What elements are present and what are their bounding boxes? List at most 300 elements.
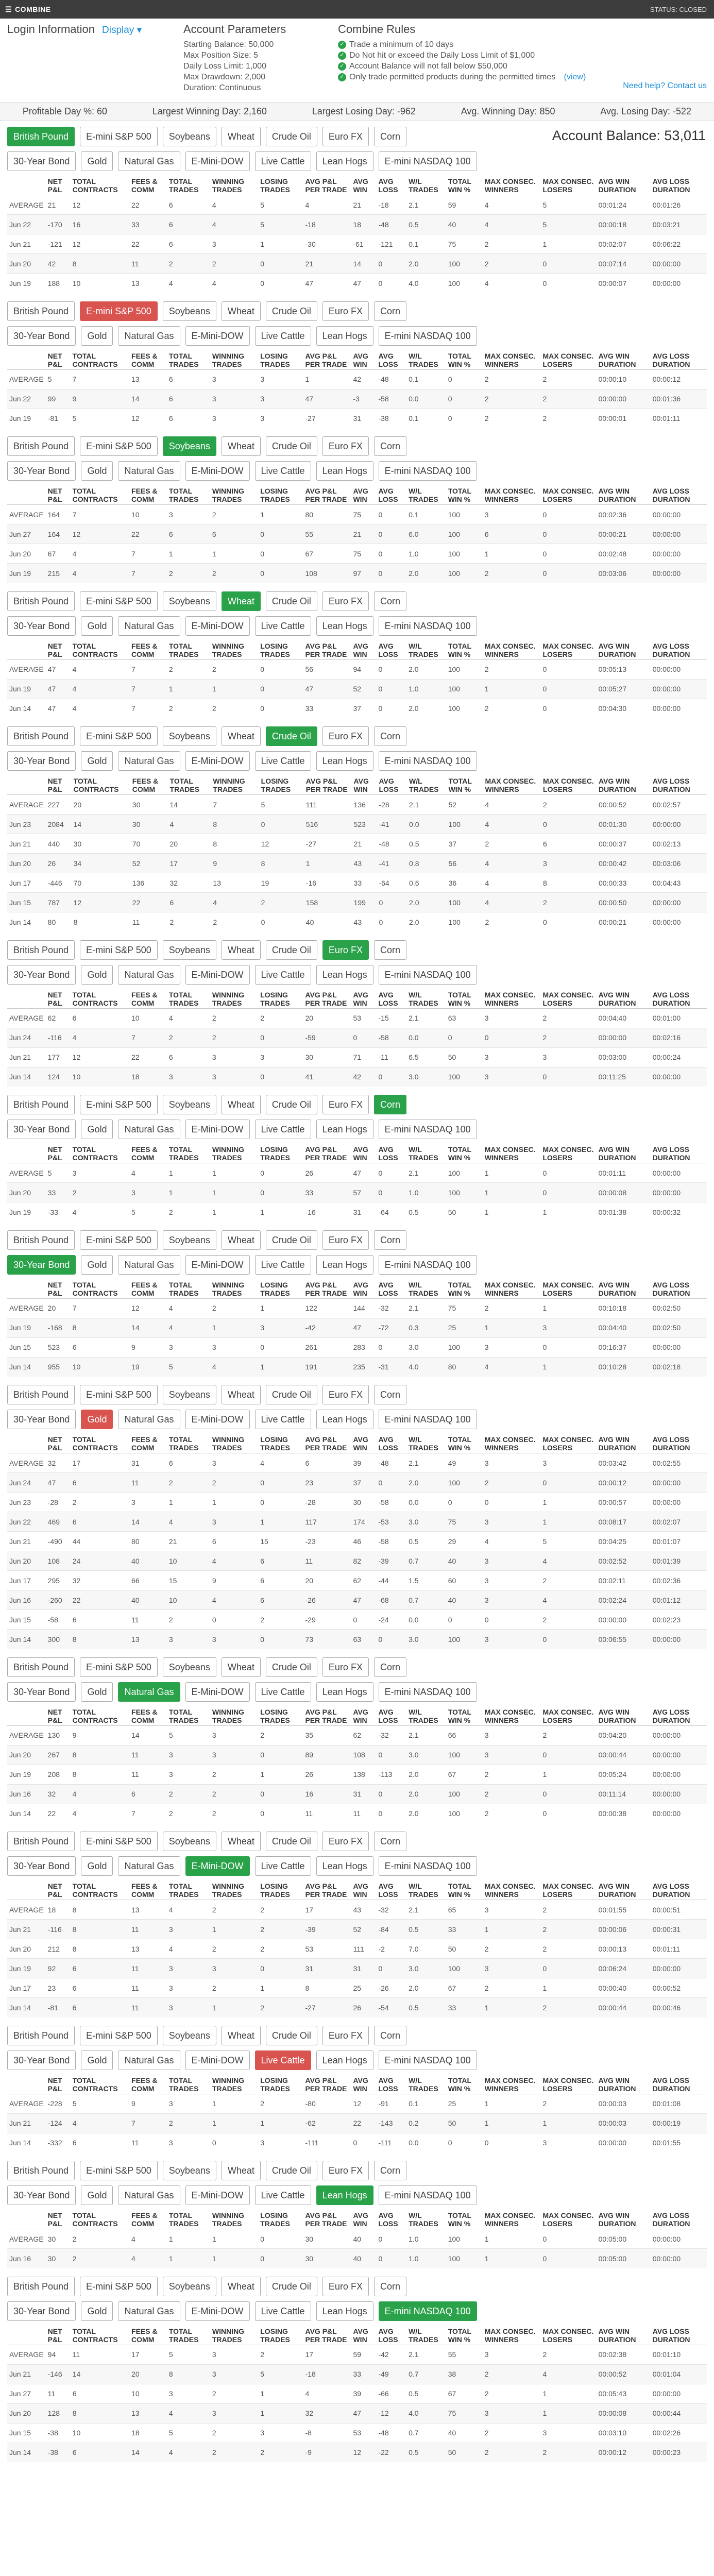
tab-gold[interactable]: Gold [81, 2050, 113, 2070]
tab-e-mini-nasdaq-100[interactable]: E-mini NASDAQ 100 [379, 1682, 477, 1702]
tab-wheat[interactable]: Wheat [222, 940, 261, 960]
tab-e-mini-dow[interactable]: E-Mini-DOW [185, 151, 250, 171]
tab-soybeans[interactable]: Soybeans [163, 940, 216, 960]
tab-30-year-bond[interactable]: 30-Year Bond [7, 1255, 76, 1275]
tab-e-mini-s-p-500[interactable]: E-mini S&P 500 [80, 2161, 158, 2180]
tab-corn[interactable]: Corn [374, 436, 406, 456]
table-row [7, 1765, 707, 1784]
tab-30-year-bond[interactable]: 30-Year Bond [7, 616, 76, 636]
tab-e-mini-s-p-500[interactable]: E-mini S&P 500 [80, 2026, 158, 2045]
table-cell: 26 [46, 854, 72, 873]
table-cell: 40 [129, 1590, 167, 1610]
stats-table [7, 1144, 707, 1222]
tab-british-pound[interactable]: British Pound [7, 2026, 75, 2045]
table-cell: 6 [71, 2133, 129, 2153]
tab-gold[interactable]: Gold [81, 326, 113, 346]
tab-live-cattle[interactable]: Live Cattle [255, 616, 311, 636]
tab-gold[interactable]: Gold [81, 751, 113, 771]
table-cell: 3 [258, 1047, 303, 1067]
tab-lean-hogs[interactable]: Lean Hogs [316, 616, 373, 636]
tab-soybeans[interactable]: Soybeans [163, 1832, 216, 1851]
tab-crude-oil[interactable]: Crude Oil [266, 1230, 317, 1250]
tab-natural-gas[interactable]: Natural Gas [118, 151, 180, 171]
tab-gold[interactable]: Gold [81, 2185, 113, 2205]
column-header: WINNING TRADES [211, 776, 259, 795]
table-cell: 2.0 [407, 912, 447, 932]
tab-soybeans[interactable]: Soybeans [163, 2161, 216, 2180]
tab-gold[interactable]: Gold [81, 1255, 113, 1275]
tab-british-pound[interactable]: British Pound [7, 591, 75, 611]
tab-live-cattle[interactable]: Live Cattle [255, 151, 311, 171]
tab-e-mini-dow[interactable]: E-Mini-DOW [185, 2050, 250, 2070]
tab-e-mini-dow[interactable]: E-Mini-DOW [185, 1410, 250, 1429]
tab-lean-hogs[interactable]: Lean Hogs [316, 326, 373, 346]
tab-lean-hogs[interactable]: Lean Hogs [316, 2185, 373, 2205]
tab-live-cattle[interactable]: Live Cattle [255, 1856, 311, 1876]
table-cell: 0 [258, 1473, 303, 1493]
table-cell: 0 [376, 1183, 406, 1202]
tab-euro-fx[interactable]: Euro FX [322, 2277, 369, 2296]
tab-30-year-bond[interactable]: 30-Year Bond [7, 965, 76, 985]
table-cell: 3 [210, 1959, 258, 1978]
table-cell: 6 [71, 1337, 129, 1357]
table-cell: 6 [167, 1047, 210, 1067]
tab-live-cattle[interactable]: Live Cattle [255, 326, 311, 346]
tab-wheat[interactable]: Wheat [222, 436, 261, 456]
tab-gold[interactable]: Gold [81, 1410, 113, 1429]
table-cell: -38 [46, 2443, 71, 2462]
table-cell: 4 [540, 2364, 596, 2384]
tab-live-cattle[interactable]: Live Cattle [255, 1410, 311, 1429]
tab-live-cattle[interactable]: Live Cattle [255, 461, 311, 481]
tab-crude-oil[interactable]: Crude Oil [266, 726, 317, 746]
column-header: TOTAL TRADES [167, 2075, 210, 2094]
tab-euro-fx[interactable]: Euro FX [322, 726, 369, 746]
table-cell: 1 [258, 1978, 303, 1998]
table-row [7, 1047, 707, 1067]
table-cell: 3 [483, 505, 541, 524]
tab-corn[interactable]: Corn [374, 2026, 406, 2045]
table-cell: 00:00:00 [651, 524, 707, 544]
tab-30-year-bond[interactable]: 30-Year Bond [7, 2301, 76, 2321]
table-cell: 25 [351, 1978, 376, 1998]
product-tabs [7, 2158, 707, 2207]
tab-crude-oil[interactable]: Crude Oil [266, 127, 317, 146]
tab-euro-fx[interactable]: Euro FX [322, 2161, 369, 2180]
tab-e-mini-dow[interactable]: E-Mini-DOW [185, 2301, 250, 2321]
table-cell: 31 [351, 1202, 376, 1222]
tab-e-mini-dow[interactable]: E-Mini-DOW [185, 616, 250, 636]
tab-e-mini-nasdaq-100[interactable]: E-mini NASDAQ 100 [379, 151, 477, 171]
view-link[interactable]: (view) [564, 73, 586, 81]
tab-corn[interactable]: Corn [374, 1385, 406, 1404]
tab-gold[interactable]: Gold [81, 2301, 113, 2321]
tab-euro-fx[interactable]: Euro FX [322, 940, 369, 960]
tab-e-mini-s-p-500[interactable]: E-mini S&P 500 [80, 1095, 158, 1114]
tab-crude-oil[interactable]: Crude Oil [266, 1095, 317, 1114]
table-cell: 40 [351, 2229, 376, 2249]
table-cell: 11 [129, 1610, 167, 1630]
tab-e-mini-dow[interactable]: E-Mini-DOW [185, 751, 250, 771]
tab-british-pound[interactable]: British Pound [7, 940, 75, 960]
column-header: AVG P&L PER TRADE [303, 2075, 351, 2094]
tab-corn[interactable]: Corn [374, 301, 406, 321]
table-cell: 10 [71, 2423, 129, 2443]
column-header: AVG LOSS DURATION [651, 1280, 707, 1299]
table-cell: AVERAGE [7, 195, 46, 215]
table-cell: 00:11:25 [597, 1067, 651, 1087]
tab-e-mini-s-p-500[interactable]: E-mini S&P 500 [80, 2277, 158, 2296]
tab-30-year-bond[interactable]: 30-Year Bond [7, 151, 76, 171]
tab-corn[interactable]: Corn [374, 1832, 406, 1851]
tab-natural-gas[interactable]: Natural Gas [118, 1410, 180, 1429]
table-cell: 00:00:03 [597, 2113, 651, 2133]
product-section [7, 1828, 707, 2018]
tab-e-mini-nasdaq-100[interactable]: E-mini NASDAQ 100 [379, 1255, 477, 1275]
tab-lean-hogs[interactable]: Lean Hogs [316, 1410, 373, 1429]
tab-gold[interactable]: Gold [81, 616, 113, 636]
table-cell: 4 [71, 1804, 129, 1823]
tab-e-mini-s-p-500[interactable]: E-mini S&P 500 [80, 301, 158, 321]
table-cell: 1 [483, 2229, 541, 2249]
tab-e-mini-s-p-500[interactable]: E-mini S&P 500 [80, 1832, 158, 1851]
tab-30-year-bond[interactable]: 30-Year Bond [7, 1856, 76, 1876]
tab-crude-oil[interactable]: Crude Oil [266, 1832, 317, 1851]
menu-icon[interactable]: ☰ [5, 5, 12, 13]
tab-natural-gas[interactable]: Natural Gas [118, 2050, 180, 2070]
table-cell: 00:01:38 [597, 1202, 651, 1222]
tab-wheat[interactable]: Wheat [222, 301, 261, 321]
tab-natural-gas[interactable]: Natural Gas [118, 2301, 180, 2321]
tab-e-mini-nasdaq-100[interactable]: E-mini NASDAQ 100 [379, 2185, 477, 2205]
tab-soybeans[interactable]: Soybeans [163, 2026, 216, 2045]
tab-30-year-bond[interactable]: 30-Year Bond [7, 2185, 76, 2205]
tab-british-pound[interactable]: British Pound [7, 2277, 75, 2296]
tab-wheat[interactable]: Wheat [222, 127, 261, 146]
tab-euro-fx[interactable]: Euro FX [322, 1657, 369, 1677]
display-dropdown[interactable]: Display ▾ [102, 25, 142, 36]
tab-e-mini-nasdaq-100[interactable]: E-mini NASDAQ 100 [379, 1856, 477, 1876]
table-cell: 100 [446, 564, 483, 583]
tab-natural-gas[interactable]: Natural Gas [118, 1856, 180, 1876]
tab-soybeans[interactable]: Soybeans [163, 436, 216, 456]
tab-e-mini-dow[interactable]: E-Mini-DOW [185, 326, 250, 346]
tab-crude-oil[interactable]: Crude Oil [266, 1657, 317, 1677]
tab-natural-gas[interactable]: Natural Gas [118, 461, 180, 481]
table-cell: 2 [483, 2364, 541, 2384]
tab-soybeans[interactable]: Soybeans [163, 1385, 216, 1404]
tab-live-cattle[interactable]: Live Cattle [255, 1120, 311, 1139]
table-cell: 00:00:44 [651, 2403, 707, 2423]
tab-e-mini-nasdaq-100[interactable]: E-mini NASDAQ 100 [379, 1410, 477, 1429]
tab-e-mini-nasdaq-100[interactable]: E-mini NASDAQ 100 [379, 751, 477, 771]
tab-corn[interactable]: Corn [374, 1657, 406, 1677]
tab-british-pound[interactable]: British Pound [7, 436, 75, 456]
tab-e-mini-dow[interactable]: E-Mini-DOW [185, 1255, 250, 1275]
tab-natural-gas[interactable]: Natural Gas [118, 1682, 180, 1702]
tab-live-cattle[interactable]: Live Cattle [255, 2185, 311, 2205]
tab-e-mini-s-p-500[interactable]: E-mini S&P 500 [80, 1230, 158, 1250]
tab-euro-fx[interactable]: Euro FX [322, 436, 369, 456]
table-cell: 34 [72, 854, 130, 873]
table-cell: 50 [446, 1939, 483, 1959]
table-cell: 128 [46, 2403, 71, 2423]
table-cell: 2 [258, 1610, 303, 1630]
tab-live-cattle[interactable]: Live Cattle [255, 2050, 311, 2070]
tab-e-mini-nasdaq-100[interactable]: E-mini NASDAQ 100 [379, 965, 477, 985]
tab-corn[interactable]: Corn [374, 127, 406, 146]
table-cell: 267 [46, 1745, 71, 1765]
table-cell: Jun 20 [7, 1745, 46, 1765]
tab-corn[interactable]: Corn [374, 591, 406, 611]
tab-euro-fx[interactable]: Euro FX [322, 591, 369, 611]
tab-wheat[interactable]: Wheat [222, 1657, 261, 1677]
tab-e-mini-dow[interactable]: E-Mini-DOW [185, 965, 250, 985]
table-cell: 40 [351, 2249, 376, 2268]
tab-30-year-bond[interactable]: 30-Year Bond [7, 2050, 76, 2070]
tab-row [7, 748, 707, 773]
tab-gold[interactable]: Gold [81, 461, 113, 481]
tab-lean-hogs[interactable]: Lean Hogs [316, 2050, 373, 2070]
tab-lean-hogs[interactable]: Lean Hogs [316, 461, 373, 481]
tab-wheat[interactable]: Wheat [222, 1832, 261, 1851]
tab-british-pound[interactable]: British Pound [7, 1385, 75, 1404]
tab-e-mini-dow[interactable]: E-Mini-DOW [185, 1120, 250, 1139]
tab-30-year-bond[interactable]: 30-Year Bond [7, 326, 76, 346]
table-cell: 2 [167, 699, 210, 718]
table-cell: 59 [351, 2345, 376, 2364]
tab-e-mini-nasdaq-100[interactable]: E-mini NASDAQ 100 [379, 1120, 477, 1139]
tab-30-year-bond[interactable]: 30-Year Bond [7, 1682, 76, 1702]
tab-wheat[interactable]: Wheat [222, 1385, 261, 1404]
tab-crude-oil[interactable]: Crude Oil [266, 591, 317, 611]
tab-e-mini-nasdaq-100[interactable]: E-mini NASDAQ 100 [379, 326, 477, 346]
table-cell: 6 [71, 1610, 129, 1630]
table-cell: 4 [210, 1357, 258, 1377]
tab-soybeans[interactable]: Soybeans [163, 591, 216, 611]
tab-crude-oil[interactable]: Crude Oil [266, 1385, 317, 1404]
tab-natural-gas[interactable]: Natural Gas [118, 965, 180, 985]
tab-soybeans[interactable]: Soybeans [163, 1095, 216, 1114]
tab-row [7, 613, 707, 638]
table-cell: 53 [303, 1939, 351, 1959]
tab-e-mini-dow[interactable]: E-Mini-DOW [185, 1856, 250, 1876]
tab-wheat[interactable]: Wheat [222, 2161, 261, 2180]
tab-british-pound[interactable]: British Pound [7, 1832, 75, 1851]
table-cell: 3.0 [406, 1630, 446, 1649]
tab-natural-gas[interactable]: Natural Gas [118, 1255, 180, 1275]
table-cell: 00:00:10 [597, 369, 651, 389]
tab-corn[interactable]: Corn [374, 726, 406, 746]
tab-live-cattle[interactable]: Live Cattle [255, 2301, 311, 2321]
tab-british-pound[interactable]: British Pound [7, 2161, 75, 2180]
tab-soybeans[interactable]: Soybeans [163, 726, 216, 746]
table-cell: Jun 14 [7, 1804, 46, 1823]
tab-30-year-bond[interactable]: 30-Year Bond [7, 751, 76, 771]
tab-natural-gas[interactable]: Natural Gas [118, 616, 180, 636]
tab-british-pound[interactable]: British Pound [7, 301, 75, 321]
tab-crude-oil[interactable]: Crude Oil [266, 301, 317, 321]
tab-wheat[interactable]: Wheat [222, 1095, 261, 1114]
tab-lean-hogs[interactable]: Lean Hogs [316, 1856, 373, 1876]
tab-30-year-bond[interactable]: 30-Year Bond [7, 461, 76, 481]
tab-e-mini-s-p-500[interactable]: E-mini S&P 500 [80, 1657, 158, 1677]
tab-e-mini-nasdaq-100[interactable]: E-mini NASDAQ 100 [379, 2050, 477, 2070]
tab-wheat[interactable]: Wheat [222, 1230, 261, 1250]
column-header: AVG P&L PER TRADE [303, 1707, 351, 1726]
tab-euro-fx[interactable]: Euro FX [322, 1230, 369, 1250]
tab-e-mini-s-p-500[interactable]: E-mini S&P 500 [80, 1385, 158, 1404]
average-row [7, 2094, 707, 2113]
tab-lean-hogs[interactable]: Lean Hogs [316, 1255, 373, 1275]
tab-wheat[interactable]: Wheat [222, 2277, 261, 2296]
column-header: FEES & COMM [129, 1280, 167, 1299]
tab-natural-gas[interactable]: Natural Gas [118, 751, 180, 771]
table-cell: 1 [210, 2229, 258, 2249]
tab-crude-oil[interactable]: Crude Oil [266, 940, 317, 960]
tab-natural-gas[interactable]: Natural Gas [118, 2185, 180, 2205]
tab-crude-oil[interactable]: Crude Oil [266, 2161, 317, 2180]
tab-corn[interactable]: Corn [374, 2277, 406, 2296]
tab-lean-hogs[interactable]: Lean Hogs [316, 2301, 373, 2321]
tab-e-mini-dow[interactable]: E-Mini-DOW [185, 461, 250, 481]
table-cell: 2.0 [406, 1784, 446, 1804]
tab-soybeans[interactable]: Soybeans [163, 301, 216, 321]
tab-euro-fx[interactable]: Euro FX [322, 1385, 369, 1404]
tab-gold[interactable]: Gold [81, 1120, 113, 1139]
tab-soybeans[interactable]: Soybeans [163, 2277, 216, 2296]
tab-crude-oil[interactable]: Crude Oil [266, 2026, 317, 2045]
table-cell: 0 [540, 505, 596, 524]
tab-lean-hogs[interactable]: Lean Hogs [316, 1120, 373, 1139]
table-cell: 14 [168, 795, 211, 815]
table-cell: AVERAGE [7, 659, 46, 679]
tab-row [7, 2182, 707, 2207]
table-row [7, 1630, 707, 1649]
tab-crude-oil[interactable]: Crude Oil [266, 2277, 317, 2296]
rules-title: Combine Rules [338, 23, 416, 36]
column-header: MAX CONSEC. WINNERS [483, 2075, 541, 2094]
tab-wheat[interactable]: Wheat [222, 726, 261, 746]
tab-gold[interactable]: Gold [81, 1682, 113, 1702]
tab-british-pound[interactable]: British Pound [7, 726, 75, 746]
tab-corn[interactable]: Corn [374, 1230, 406, 1250]
tab-lean-hogs[interactable]: Lean Hogs [316, 1682, 373, 1702]
average-row [7, 1725, 707, 1745]
tab-lean-hogs[interactable]: Lean Hogs [316, 151, 373, 171]
tab-wheat[interactable]: Wheat [222, 591, 261, 611]
table-cell: 2 [483, 1765, 541, 1784]
table-cell: Jun 21 [7, 2113, 46, 2133]
product-section [7, 1227, 707, 1377]
tab-euro-fx[interactable]: Euro FX [322, 301, 369, 321]
tab-euro-fx[interactable]: Euro FX [322, 2026, 369, 2045]
largest-losing-day-stat: Largest Losing Day: -962 [312, 106, 416, 116]
tab-e-mini-nasdaq-100[interactable]: E-mini NASDAQ 100 [379, 2301, 477, 2321]
column-header: AVG WIN [352, 776, 377, 795]
tab-e-mini-nasdaq-100[interactable]: E-mini NASDAQ 100 [379, 616, 477, 636]
contact-link[interactable]: Contact us [667, 81, 707, 90]
table-cell: 00:00:00 [651, 544, 707, 564]
table-cell: 14 [129, 2443, 167, 2462]
tab-gold[interactable]: Gold [81, 965, 113, 985]
tab-soybeans[interactable]: Soybeans [163, 127, 216, 146]
tab-natural-gas[interactable]: Natural Gas [118, 326, 180, 346]
tab-soybeans[interactable]: Soybeans [163, 1230, 216, 1250]
table-cell: 2.0 [406, 564, 446, 583]
tab-live-cattle[interactable]: Live Cattle [255, 751, 311, 771]
tab-live-cattle[interactable]: Live Cattle [255, 1682, 311, 1702]
tab-euro-fx[interactable]: Euro FX [322, 127, 369, 146]
tab-crude-oil[interactable]: Crude Oil [266, 436, 317, 456]
tab-e-mini-s-p-500[interactable]: E-mini S&P 500 [80, 436, 158, 456]
tab-british-pound[interactable]: British Pound [7, 1095, 75, 1114]
table-cell: 1 [210, 679, 258, 699]
tab-corn[interactable]: Corn [374, 1095, 406, 1114]
tab-wheat[interactable]: Wheat [222, 2026, 261, 2045]
column-header: AVG LOSS [376, 641, 406, 660]
tab-30-year-bond[interactable]: 30-Year Bond [7, 1120, 76, 1139]
table-cell: 00:00:13 [597, 1939, 651, 1959]
tab-natural-gas[interactable]: Natural Gas [118, 1120, 180, 1139]
table-cell: 3 [258, 409, 303, 428]
tab-e-mini-s-p-500[interactable]: E-mini S&P 500 [80, 726, 158, 746]
tab-british-pound[interactable]: British Pound [7, 1230, 75, 1250]
tab-british-pound[interactable]: British Pound [7, 1657, 75, 1677]
tab-live-cattle[interactable]: Live Cattle [255, 965, 311, 985]
tab-gold[interactable]: Gold [81, 1856, 113, 1876]
table-cell: 1 [540, 1765, 596, 1784]
tab-soybeans[interactable]: Soybeans [163, 1657, 216, 1677]
tab-british-pound[interactable]: British Pound [7, 127, 75, 146]
tab-lean-hogs[interactable]: Lean Hogs [316, 751, 373, 771]
tab-e-mini-s-p-500[interactable]: E-mini S&P 500 [80, 591, 158, 611]
tab-corn[interactable]: Corn [374, 2161, 406, 2180]
tab-row [7, 458, 707, 483]
column-header: LOSING TRADES [258, 1144, 303, 1163]
table-cell: 00:00:00 [651, 1473, 707, 1493]
table-cell: 25 [446, 1318, 483, 1337]
table-cell: 1 [258, 1765, 303, 1784]
table-cell: 8 [71, 1939, 129, 1959]
tab-e-mini-s-p-500[interactable]: E-mini S&P 500 [80, 940, 158, 960]
table-cell: 188 [46, 274, 71, 293]
column-header: LOSING TRADES [258, 2326, 303, 2345]
tab-30-year-bond[interactable]: 30-Year Bond [7, 1410, 76, 1429]
table-cell: 1 [540, 1298, 596, 1318]
column-header: NET P&L [46, 776, 72, 795]
tab-e-mini-s-p-500[interactable]: E-mini S&P 500 [80, 127, 158, 146]
column-header: MAX CONSEC. LOSERS [540, 1280, 596, 1299]
tab-e-mini-dow[interactable]: E-Mini-DOW [185, 2185, 250, 2205]
tab-e-mini-dow[interactable]: E-Mini-DOW [185, 1682, 250, 1702]
tab-live-cattle[interactable]: Live Cattle [255, 1255, 311, 1275]
table-cell: 2 [167, 659, 210, 679]
table-cell: 2 [258, 1725, 303, 1745]
tab-e-mini-nasdaq-100[interactable]: E-mini NASDAQ 100 [379, 461, 477, 481]
table-cell: 6 [71, 1512, 129, 1532]
tab-euro-fx[interactable]: Euro FX [322, 1095, 369, 1114]
table-cell: 37 [351, 699, 376, 718]
tab-corn[interactable]: Corn [374, 940, 406, 960]
tab-euro-fx[interactable]: Euro FX [322, 1832, 369, 1851]
tab-row [7, 1382, 707, 1406]
average-row [7, 2229, 707, 2249]
tab-lean-hogs[interactable]: Lean Hogs [316, 965, 373, 985]
tab-gold[interactable]: Gold [81, 151, 113, 171]
table-cell: 18 [129, 1067, 167, 1087]
table-cell: 2 [71, 2229, 129, 2249]
